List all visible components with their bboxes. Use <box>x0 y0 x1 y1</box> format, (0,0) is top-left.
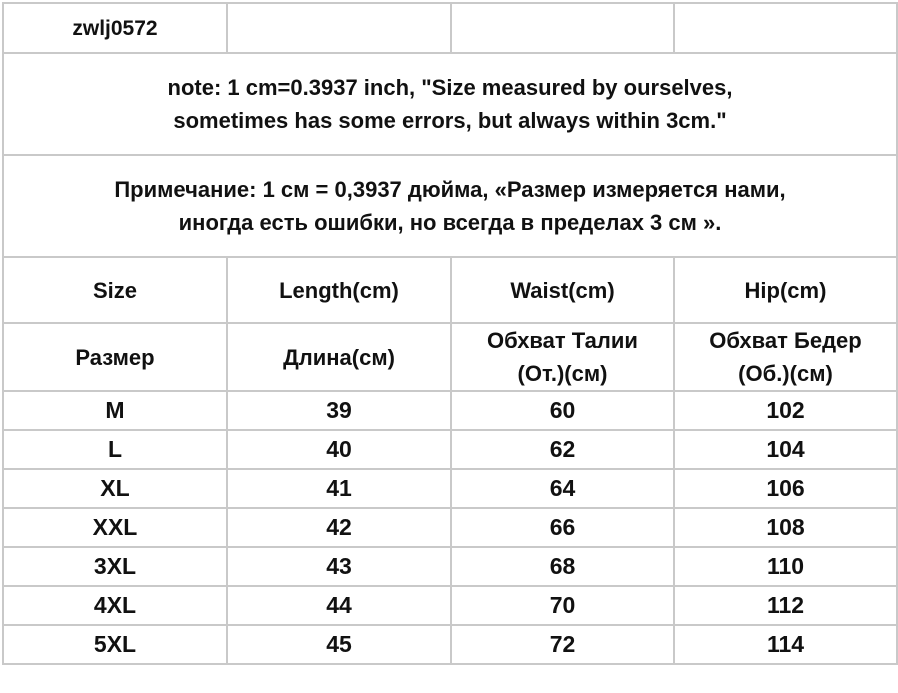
header-hip: Hip(cm) <box>674 257 897 323</box>
waist-cell: 64 <box>451 469 674 508</box>
note-russian-line-1: Примечание: 1 см = 0,3937 дюйма, «Размер измеряется нами, <box>114 177 786 202</box>
waist-cell: 70 <box>451 586 674 625</box>
hip-cell: 106 <box>674 469 897 508</box>
size-cell: 4XL <box>3 586 227 625</box>
note-russian-line-2: иногда есть ошибки, но всегда в пределах 3 см ». <box>178 210 722 235</box>
table-row <box>3 586 897 625</box>
empty-cell <box>451 3 674 53</box>
waist-cell: 66 <box>451 508 674 547</box>
size-chart-table <box>2 2 898 665</box>
length-cell: 44 <box>227 586 451 625</box>
table-row <box>3 508 897 547</box>
header-waist-ru-line-2: (От.)(см) <box>517 361 608 386</box>
table-row <box>3 430 897 469</box>
size-cell: 3XL <box>3 547 227 586</box>
size-cell: XXL <box>3 508 227 547</box>
header-hip-ru-line-1: Обхват Бедер <box>709 328 862 353</box>
note-en-row <box>3 53 897 155</box>
note-english <box>3 53 897 155</box>
product-code: zwlj0572 <box>3 3 227 53</box>
code-row <box>3 3 897 53</box>
header-row-english <box>3 257 897 323</box>
header-size: Size <box>3 257 227 323</box>
hip-cell: 104 <box>674 430 897 469</box>
length-cell: 41 <box>227 469 451 508</box>
size-cell: M <box>3 391 227 430</box>
waist-cell: 68 <box>451 547 674 586</box>
length-cell: 43 <box>227 547 451 586</box>
waist-cell: 62 <box>451 430 674 469</box>
hip-cell: 110 <box>674 547 897 586</box>
hip-cell: 114 <box>674 625 897 664</box>
hip-cell: 112 <box>674 586 897 625</box>
hip-cell: 102 <box>674 391 897 430</box>
table-row <box>3 391 897 430</box>
size-cell: XL <box>3 469 227 508</box>
length-cell: 45 <box>227 625 451 664</box>
empty-cell <box>227 3 451 53</box>
header-waist-ru <box>451 323 674 391</box>
note-english-line-1: note: 1 cm=0.3937 inch, "Size measured by ourselves, <box>167 75 733 100</box>
waist-cell: 60 <box>451 391 674 430</box>
header-row-russian <box>3 323 897 391</box>
header-size-ru-line-1: Размер <box>75 344 155 370</box>
header-length-ru-line-1: Длина(см) <box>283 344 395 370</box>
length-cell: 39 <box>227 391 451 430</box>
note-english-line-2: sometimes has some errors, but always within 3cm." <box>173 108 727 133</box>
header-size-ru <box>3 323 227 391</box>
table-row <box>3 469 897 508</box>
length-cell: 42 <box>227 508 451 547</box>
table-row <box>3 547 897 586</box>
header-hip-ru-line-2: (Об.)(см) <box>738 361 833 386</box>
waist-cell: 72 <box>451 625 674 664</box>
size-cell: L <box>3 430 227 469</box>
header-waist-ru-line-1: Обхват Талии <box>487 328 638 353</box>
hip-cell: 108 <box>674 508 897 547</box>
header-hip-ru <box>674 323 897 391</box>
header-length-ru <box>227 323 451 391</box>
header-length: Length(cm) <box>227 257 451 323</box>
table-row <box>3 625 897 664</box>
note-russian <box>3 155 897 257</box>
length-cell: 40 <box>227 430 451 469</box>
header-waist: Waist(cm) <box>451 257 674 323</box>
note-ru-row <box>3 155 897 257</box>
empty-cell <box>674 3 897 53</box>
size-cell: 5XL <box>3 625 227 664</box>
